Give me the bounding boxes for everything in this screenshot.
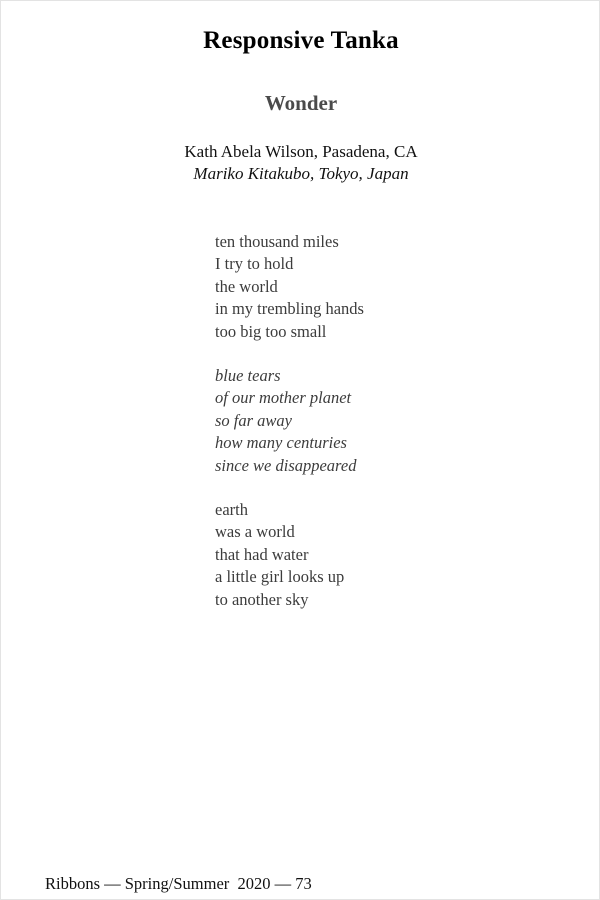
author-primary: Kath Abela Wilson, Pasadena, CA <box>184 142 418 161</box>
poem-title: Wonder <box>264 91 338 115</box>
poem-line: blue tears <box>215 366 281 386</box>
stanza-3 <box>215 499 535 611</box>
poem-line: the world <box>215 276 278 296</box>
poem-line: how many centuries <box>215 433 347 453</box>
poem-line: ten thousand miles <box>215 232 339 251</box>
author-secondary: Mariko Kitakubo, Tokyo, Japan <box>193 164 409 183</box>
poem-line: a little girl looks up <box>215 567 345 587</box>
stanza-2 <box>215 365 535 477</box>
poem-line: in my trembling hands <box>215 299 364 319</box>
poem-line: to another sky <box>215 589 309 609</box>
poem-line: I try to hold <box>215 254 294 274</box>
page-footer: Ribbons — Spring/Summer 2020 — 73 <box>45 874 312 893</box>
section-title: Responsive Tanka <box>203 27 399 54</box>
poem-line: too big too small <box>215 321 327 341</box>
poem-line: of our mother planet <box>215 388 352 408</box>
poem-line: so far away <box>215 410 293 430</box>
poem-line: earth <box>215 500 248 520</box>
poem-body <box>215 231 535 633</box>
stanza-1 <box>215 231 535 343</box>
poem-line: was a world <box>215 522 295 542</box>
poem-line: that had water <box>215 544 309 564</box>
poem-line: since we disappeared <box>215 455 357 475</box>
